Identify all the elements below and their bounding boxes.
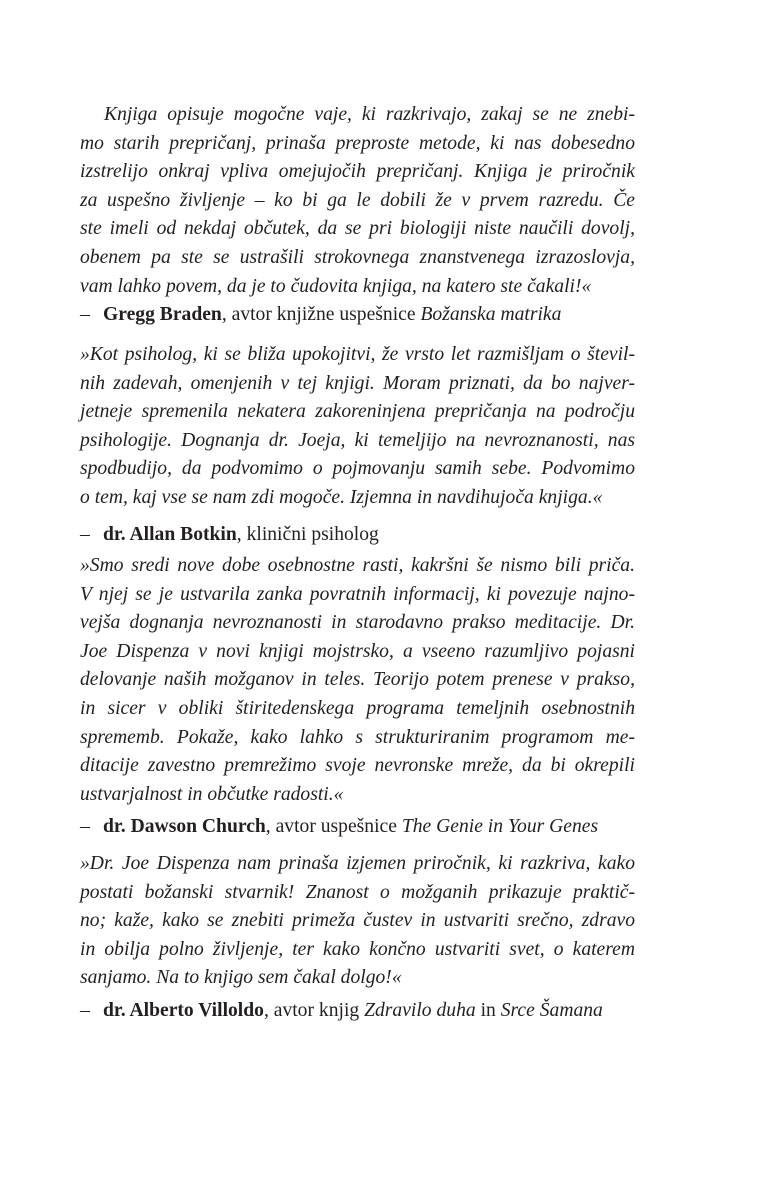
book-title-second: Srce Šamana [500, 999, 603, 1021]
quote-line: »Smo sredi nove dobe osebnostne rasti, kakršni še nismo bili priča. [80, 555, 635, 576]
author-role-tail: in [475, 999, 501, 1021]
book-title: Zdravilo duha [364, 999, 476, 1021]
book-title: Božanska matrika [420, 304, 562, 326]
endorsement-attribution [80, 813, 635, 842]
quote-line: vejša dognanja nevroznanosti in starodavno prakso meditacije. Dr. [80, 612, 635, 634]
author-name: dr. Allan Botkin [103, 523, 237, 545]
endorsement-attribution [80, 521, 635, 550]
quote-line: sprememb. Pokaže, kako lahko s strukturiranim programom me- [80, 726, 635, 748]
endorsement-allan-botkin [80, 341, 635, 549]
quote-line: ste imeli od nekdaj občutek, da se pri biologiji niste naučili dovolj, [80, 218, 635, 240]
author-role: , avtor knjig [263, 999, 365, 1021]
quote-line: jetneje spremenila nekatera zakoreninjena prepričanja na področju [80, 401, 635, 423]
author-role: , klinični psiholog [236, 523, 379, 545]
quote-line: no; kaže, kako se znebiti primeža čustev in ustvariti srečno, zdravo [80, 910, 635, 932]
quote-line: Joe Dispenza v novi knjigi mojstrsko, a vseeno razumljivo pojasni [80, 640, 635, 662]
endorsement-attribution [80, 301, 635, 330]
author-name: Gregg Braden [103, 304, 222, 326]
quote-line: vam lahko povem, da je to čudovita knjiga, na katero ste čakali!« [80, 275, 592, 297]
attribution-dash: – [80, 999, 90, 1021]
quote-line: »Kot psiholog, ki se bliža upokojitvi, že vrsto let razmišljam o števil- [80, 344, 635, 365]
quote-line: in obilja polno življenje, ter kako končno ustvariti svet, o katerem [80, 938, 635, 960]
endorsement-quote [80, 552, 635, 809]
endorsement-quote [80, 850, 635, 993]
author-name: dr. Alberto Villoldo [103, 999, 264, 1021]
quote-line: o tem, kaj vse se nam zdi mogoče. Izjemna in navdihujoča knjiga.« [80, 486, 603, 508]
quote-line: postati božanski stvarnik! Znanost o možganih prikazuje praktič- [80, 881, 635, 903]
endorsement-dawson-church [80, 552, 635, 842]
quote-line: »Dr. Joe Dispenza nam prinaša izjemen priročnik, ki razkriva, kako [80, 853, 635, 874]
author-role: , avtor uspešnice [265, 816, 402, 838]
quote-line: in sicer v obliki štiritedenskega programa temeljnih osebnostnih [80, 697, 635, 719]
quote-line: ditacije zavestno premrežimo svoje nevronske mreže, da bi okrepili [80, 755, 635, 777]
endorsement-gregg-braden [80, 101, 635, 330]
attribution-dash: – [80, 304, 90, 326]
attribution-dash: – [80, 816, 90, 838]
endorsement-alberto-villoldo [80, 850, 635, 1026]
endorsement-quote [80, 101, 635, 301]
attribution-dash: – [80, 523, 90, 545]
author-name: dr. Dawson Church [103, 816, 266, 838]
quote-line: delovanje naših možganov in teles. Teorijo potem prenese v prakso, [80, 669, 635, 691]
quote-line: ustvarjalnost in občutke radosti.« [80, 783, 344, 805]
quote-line: sanjamo. Na to knjigo sem čakal dolgo!« [80, 967, 402, 989]
quote-line: spodbudijo, da podvomimo o pojmovanju samih sebe. Podvomimo [80, 458, 635, 480]
endorsement-attribution [80, 997, 635, 1026]
quote-line: za uspešno življenje – ko bi ga le dobili že v prvem razredu. Če [80, 189, 635, 211]
endorsement-quote [80, 341, 635, 513]
quote-line: izstrelijo onkraj vpliva omejujočih prepričanj. Knjiga je priročnik [80, 161, 635, 183]
quote-line: V njej se je ustvarila zanka povratnih informacij, ki povezuje najno- [80, 583, 635, 605]
author-role: , avtor knjižne uspešnice [221, 304, 421, 326]
quote-line: nih zadevah, omenjenih v tej knjigi. Moram priznati, da bo najver- [80, 372, 635, 394]
quote-line: Knjiga opisuje mogočne vaje, ki razkrivajo, zakaj se ne znebi- [104, 104, 635, 125]
quote-line: obenem pa ste se ustrašili strokovnega znanstvenega izrazoslovja, [80, 246, 635, 268]
book-title: The Genie in Your Genes [401, 816, 599, 838]
quote-line: psihologije. Dognanja dr. Joeja, ki temeljijo na nevroznanosti, nas [80, 429, 635, 451]
quote-line: mo starih prepričanj, prinaša preproste metode, ki nas dobesedno [80, 132, 635, 154]
